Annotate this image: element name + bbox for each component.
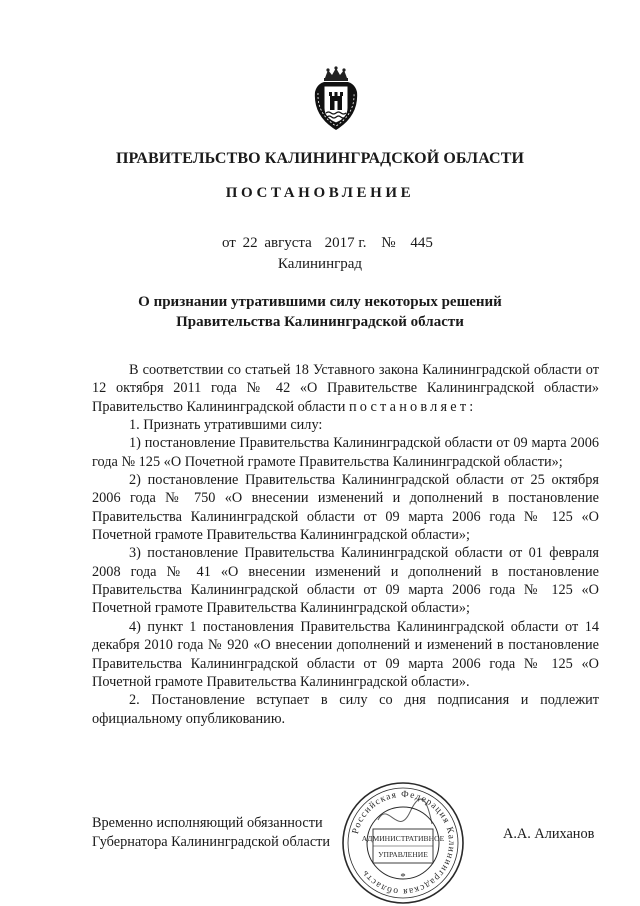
intro-text: В соответствии со статьей 18 Уставного закона Калининградской области от 12 октября 2011 года № 42 «О Правительстве Калининградской области» Правительство Калининградской области — [92, 362, 599, 415]
signature-position — [92, 814, 330, 852]
official-stamp — [340, 780, 466, 906]
position-line-1: Временно исполняющий обязанности — [92, 815, 323, 831]
position-line-2: Губернатора Калининградской области — [92, 834, 331, 850]
document-number: 445 — [410, 235, 433, 251]
date-month: августа — [264, 235, 312, 251]
number-sign: № — [381, 235, 396, 251]
organization-title: ПРАВИТЕЛЬСТВО КАЛИНИНГРАДСКОЙ ОБЛАСТИ — [115, 150, 525, 167]
document-type: ПОСТАНОВЛЕНИЕ — [225, 185, 415, 201]
stamp-ring-text: Российская Федерация Калининградская область — [350, 789, 457, 897]
document-body — [92, 361, 599, 728]
heading-line-1: О признании утратившими силу некоторых решений — [138, 294, 502, 310]
document-heading — [0, 292, 640, 332]
date-year: 2017 г. — [324, 235, 367, 251]
date-number-line — [222, 235, 436, 252]
coat-of-arms-icon — [311, 66, 361, 132]
stamp-star-icon: * — [400, 871, 406, 883]
city: Калининград — [277, 256, 363, 272]
heading-line-2: Правительства Калининградской области — [176, 314, 464, 330]
stamp-center-line-2: УПРАВЛЕНИЕ — [378, 850, 428, 859]
paragraph-item-1: 1. Признать утратившими силу: — [129, 417, 323, 434]
paragraph-item-2: 2. Постановление вступает в силу со дня подписания и подлежит официальному опубликованию. — [92, 692, 599, 727]
signer-name: А.А. Алиханов — [503, 826, 595, 842]
date-prefix: от — [222, 235, 236, 251]
stamp-center-line-1: АДМИНИСТРАТИВНОЕ — [361, 834, 445, 843]
decree-word: постановляет: — [348, 398, 477, 415]
intro-paragraph — [92, 361, 599, 416]
paragraph-item-1-4: 4) пункт 1 постановления Правительства Калининградской области от 14 декабря 2010 года № 920 «О внесении дополнений и изменений в постановление Правительства Калининградской области от 09 марта 2006 года № 125 «О Почетной грамоте Правительства Калининградской области». — [92, 618, 599, 690]
paragraph-item-1-3: 3) постановление Правительства Калининградской области от 01 февраля 2008 года № 41 «О внесении изменений и дополнений в постановление Правительства Калининградской области от 09 марта 2006 года № 125 «О Почетной грамоте Правительства Калининградской области»; — [92, 545, 599, 617]
paragraph-item-1-1: 1) постановление Правительства Калининградской области от 09 марта 2006 года № 125 «О Почетной грамоте Правительства Калининградской области»; — [92, 435, 599, 470]
paragraph-item-1-2: 2) постановление Правительства Калининградской области от 25 октября 2006 года № 750 «О внесении изменений и дополнений в постановление Правительства Калининградской области от 09 марта 2006 года № 125 «О Почетной грамоте Правительства Калининградской области»; — [92, 472, 599, 544]
date-day: 22 — [242, 235, 258, 251]
